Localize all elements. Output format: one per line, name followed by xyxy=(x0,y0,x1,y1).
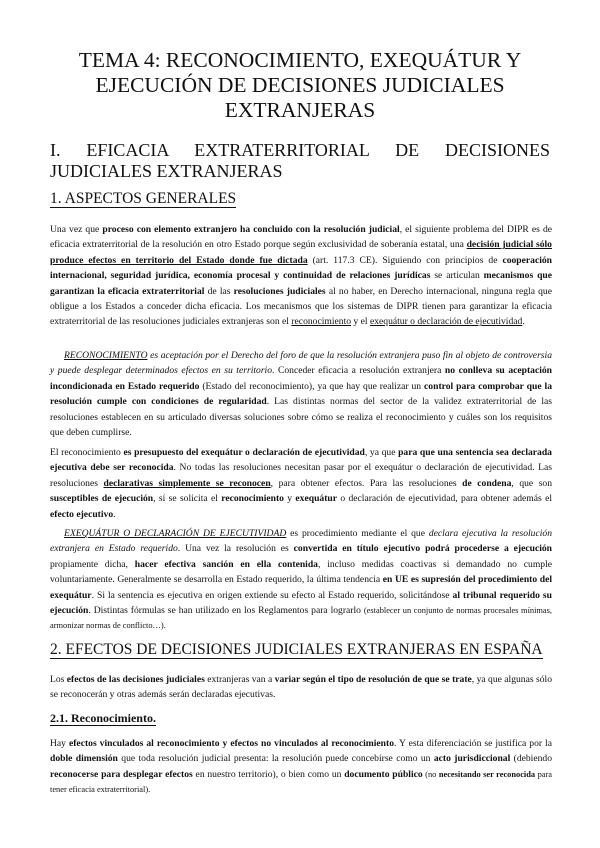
heading-aspectos-generales xyxy=(50,190,236,208)
text: propiamente dicha, xyxy=(50,558,135,570)
bold-underlined-text: declarativas simplemente se reconocen xyxy=(103,477,271,489)
bold-underlined-text: decisión judicial sólo produce efectos en territorio del Estado donde fue dictada xyxy=(50,239,552,266)
paragraph-exequatur xyxy=(50,526,552,634)
text: , incluso medidas coactivas si demandado no cumple voluntariamente. Generalmente se desarrolla en Estado requerido, la última tendencia xyxy=(50,558,553,586)
bold-text: documento público xyxy=(344,768,423,780)
text: , sí se solicita el xyxy=(153,493,222,505)
bold-text: acto jurisdiccional xyxy=(433,753,511,765)
document-title: TEMA 4: RECONOCIMIENTO, EXEQUÁTUR Y EJECUCIÓN DE DECISIONES JUDICIALES EXTRANJERAS xyxy=(78,48,522,122)
text: de las xyxy=(204,285,234,297)
text: y el xyxy=(351,316,370,328)
text: (Estado del reconocimiento), ya que hay que realizar un xyxy=(199,380,425,392)
text: . Conceder eficacia a resolución extranjera xyxy=(272,365,445,377)
text: , el siguiente problema del DIPR es de eficacia extraterritorial de la resolución en otro Estado porque según exclusividad de soberanía estatal, una xyxy=(50,224,552,251)
bold-text: de condena xyxy=(462,477,512,489)
italic-underlined-term: RECONOCIMIENTO xyxy=(64,350,148,361)
text: extranjeras van a xyxy=(204,674,275,685)
paragraph-efectos xyxy=(50,672,552,703)
italic-text: declara ejecutiva la resolución extranjera en Estado requerido xyxy=(50,528,552,555)
text: . Y esta diferenciación se justifica por la xyxy=(394,738,552,749)
text: . Las distintas normas del sector de la validez extraterritorial de las resoluciones establecen en su articulado diversas soluciones sobre cómo se realiza el reconocimiento y cuáles son los requisitos que deben cumplirse. xyxy=(50,396,552,439)
bold-text: reconocimiento xyxy=(221,493,284,505)
paragraph-intro xyxy=(50,208,552,330)
text: El reconocimiento xyxy=(50,447,124,458)
paragraph-presupuesto xyxy=(50,445,552,522)
heading-efectos xyxy=(50,641,543,659)
text: . Si la sentencia es ejecutiva en origen extiende su efecto al Estado requerido, solicitándose xyxy=(91,589,453,601)
text: (art. 117.3 CE). Siguiendo con principios de xyxy=(307,254,503,266)
text: y xyxy=(283,493,296,505)
text: , ya que xyxy=(364,447,399,458)
italic-text: es aceptación por el Derecho del foro de que la resolución extranjera puso fin al objeto de controversia y puede desplegar determinados efectos en su territorio xyxy=(50,350,552,377)
underlined-text: reconocimiento xyxy=(291,316,352,328)
text: , ya que algunas sólo se reconocerán y otras además serán declaradas ejecutivas. xyxy=(50,674,552,701)
bold-text: mecanismos que garantizan la eficacia extraterritorial xyxy=(50,270,553,297)
bold-text: reconocerse para desplegar efectos xyxy=(50,768,193,780)
text: en nuestro territorio), o bien como un xyxy=(192,768,345,780)
paragraph-reconocimiento xyxy=(50,348,552,440)
text: o declaración de ejecutividad, para obtener además el xyxy=(337,493,552,505)
text: . Una vez la resolución es xyxy=(177,543,294,555)
text: (debiendo xyxy=(510,753,552,765)
text: es procedimiento mediante el que xyxy=(286,528,429,539)
text: . Distintas fórmulas se han utilizado en los Reglamentos para lograrlo xyxy=(88,605,364,617)
bold-text: efectos de las decisiones judiciales xyxy=(66,674,205,685)
bold-text: es presupuesto del exequátur o declaración de ejecutividad xyxy=(123,447,365,458)
bold-text: para que una sentencia sea declarada ejecutiva debe ser reconocida xyxy=(50,447,552,474)
small-text: (no xyxy=(422,769,439,779)
text: , que son xyxy=(511,477,553,489)
small-text: para tener eficacia extraterritorial). xyxy=(50,769,552,795)
text: . xyxy=(113,508,116,520)
text: . No todas las resoluciones necesitan pasar por el exequátur o declaración de ejecutividad. Las resoluciones xyxy=(50,462,552,489)
bold-text: variar según el tipo de resolución de que se trate xyxy=(274,674,472,685)
heading-reconocimiento-text: 2.1. Reconocimiento. xyxy=(50,711,156,725)
bold-text: hacer efectiva sanción en ella contenida xyxy=(134,558,318,570)
underlined-text: exequátur o declaración de ejecutividad xyxy=(369,316,523,328)
text: , para obtener efectos. Para las resoluciones xyxy=(270,477,463,489)
paragraph-doble-dimension xyxy=(50,736,552,798)
bold-text: efecto ejecutivo xyxy=(50,508,114,520)
small-bold-text: necesitando ser reconocida xyxy=(438,769,536,779)
bold-text: no conlleva su aceptación incondicionada en Estado requerido xyxy=(50,365,553,392)
bold-text: resoluciones judiciales xyxy=(233,285,326,297)
bold-text: en UE es supresión del procedimiento del exequátur xyxy=(50,574,552,601)
bold-text: efectos vinculados al reconocimiento y efectos no vinculados al reconocimiento xyxy=(68,738,395,749)
heading-aspectos-generales-text: 1. ASPECTOS GENERALES xyxy=(50,190,237,207)
bold-text: al tribunal requerido su ejecución xyxy=(50,589,552,617)
text: que toda resolución judicial presenta: la resolución puede concebirse como un xyxy=(117,753,434,765)
small-text: (establecer un conjunto de normas procesales mínimas, armonizar normas de conflicto…). xyxy=(50,606,552,631)
text: Hay xyxy=(50,738,69,749)
text: al no haber, en Derecho internacional, ninguna regla que obligue a los Estados a conceder dicha eficacia. Los mecanismos que los sistemas de DIPR tienen para garantizar la eficacia extraterritorial de las resoluciones judiciales extranjeras son el xyxy=(50,285,552,328)
text: Los xyxy=(50,674,67,685)
section-heading-i: I. EFICACIA EXTRATERRITORIAL DE DECISIONES JUDICIALES EXTRANJERAS xyxy=(50,140,550,181)
bold-text: convertida en título ejecutivo podrá procederse a ejecución xyxy=(293,543,553,555)
heading-reconocimiento xyxy=(50,711,156,726)
heading-efectos-text: 2. EFECTOS DE DECISIONES JUDICIALES EXTRANJERAS EN ESPAÑA xyxy=(50,641,543,658)
bold-text: susceptibles de ejecución xyxy=(50,493,154,505)
italic-underlined-term: EXEQUÁTUR O DECLARACIÓN DE EJECUTIVIDAD xyxy=(64,528,287,539)
bold-text: control para comprobar que la resolución cumple con condiciones de regularidad xyxy=(50,380,552,408)
bold-text: doble dimensión xyxy=(50,753,118,765)
text: . xyxy=(522,316,525,328)
text: se articulan xyxy=(430,270,484,282)
text: Una vez que xyxy=(50,224,103,235)
bold-text: cooperación internacional, seguridad jurídica, economía procesal y continuidad de relaciones jurídicas xyxy=(50,254,552,282)
bold-text: exequátur xyxy=(295,493,337,505)
bold-text: proceso con elemento extranjero ha concluido con la resolución judicial xyxy=(102,224,400,235)
